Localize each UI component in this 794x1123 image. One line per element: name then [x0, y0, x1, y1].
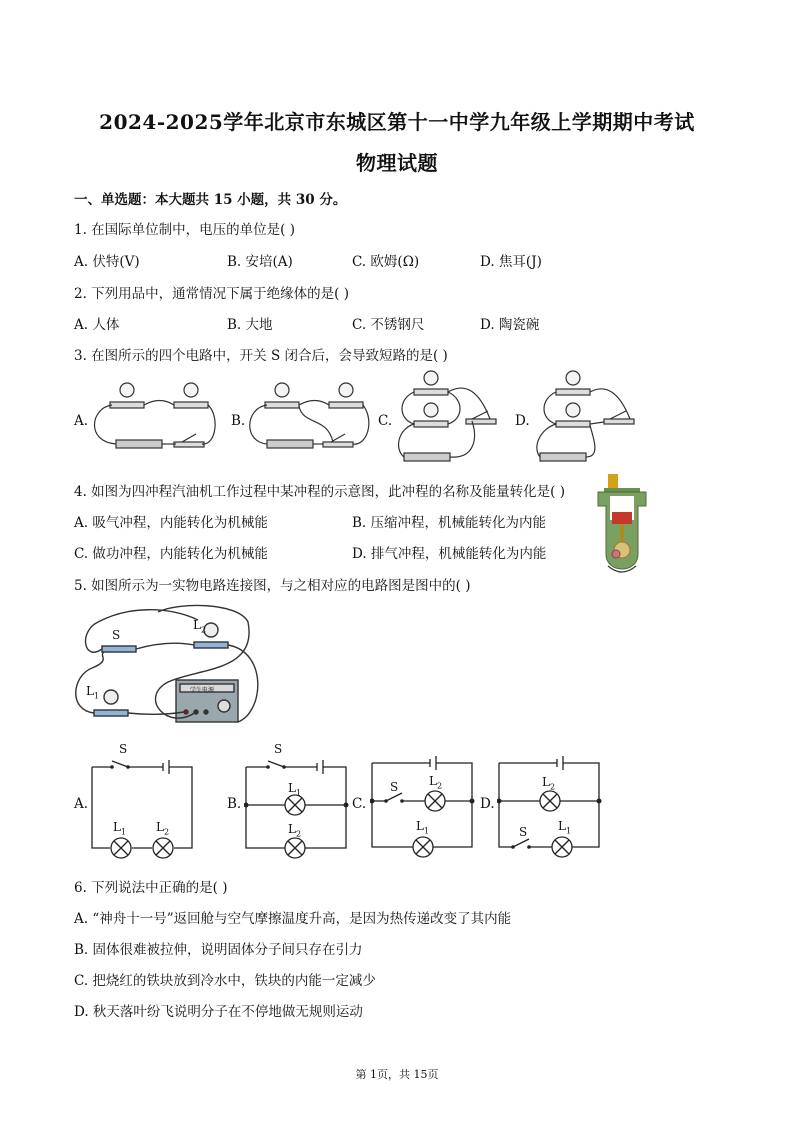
question-1-stem: 1. 在国际单位制中，电压的单位是( ) [74, 222, 295, 238]
question-1-option-d: D. 焦耳(J) [480, 254, 542, 270]
q5a-lamp2-label [156, 820, 169, 836]
q5b-lamp1-letter: L [288, 781, 296, 795]
physical-lamp1-letter: L [86, 684, 94, 698]
physical-circuit-figure [68, 602, 268, 738]
question-3-option-a: A. [74, 413, 89, 429]
q5d-lamp1-subscript: 1 [565, 826, 572, 836]
q5d-lamp2-subscript: 2 [549, 782, 556, 792]
question-5-option-b: B. [227, 796, 242, 812]
q5b-lamp1-label [288, 781, 301, 797]
physical-switch-label: S [112, 628, 121, 642]
q5a-lamp1-label [113, 820, 126, 836]
physical-lamp2-letter: L [193, 618, 201, 632]
question-1-option-a: A. 伏特(V) [74, 254, 140, 270]
question-2-option-d: D. 陶瓷碗 [480, 317, 540, 333]
physical-lamp2-label [193, 618, 206, 634]
question-4-option-d: D. 排气冲程，机械能转化为内能 [352, 546, 547, 562]
q5c-lamp2-label [429, 774, 442, 790]
question-5-option-d: D. [480, 796, 495, 812]
q5a-switch-label: S [119, 742, 128, 756]
question-4-option-b: B. 压缩冲程，机械能转化为内能 [352, 515, 547, 531]
question-5-option-c: C. [352, 796, 367, 812]
question-2-option-a: A. 人体 [74, 317, 120, 333]
q5c-lamp1-label [416, 819, 429, 835]
q5-circuit-c-diagram [370, 755, 476, 859]
q5-circuit-a-diagram [90, 747, 196, 859]
q5d-lamp1-letter: L [558, 819, 566, 833]
power-supply-label: 学生电源 [190, 687, 215, 694]
question-1-option-c: C. 欧姆(Ω) [352, 254, 420, 270]
q5c-lamp2-subscript: 2 [436, 781, 443, 791]
question-6-option-c: C. 把烧红的铁块放到冷水中，铁块的内能一定减少 [74, 973, 376, 989]
question-3-option-b: B. [231, 413, 246, 429]
question-4-option-c: C. 做功冲程，内能转化为机械能 [74, 546, 268, 562]
q3-circuit-b-figure [243, 376, 371, 471]
q5b-lamp2-subscript: 2 [295, 829, 302, 839]
q5d-lamp1-label [558, 819, 571, 835]
q5a-lamp2-subscript: 2 [163, 827, 170, 837]
question-5-option-a: A. [74, 796, 89, 812]
page-footer: 第 1页，共 15页 [355, 1068, 439, 1081]
engine-stroke-figure [592, 474, 652, 582]
q3-circuit-a-figure [88, 376, 216, 471]
physical-lamp2-subscript: 2 [200, 625, 207, 635]
q5b-switch-label: S [274, 742, 283, 756]
question-6-option-b: B. 固体很难被拉伸，说明固体分子间只存在引力 [74, 942, 363, 958]
q5a-lamp2-letter: L [156, 820, 164, 834]
q3-circuit-d-figure [532, 369, 644, 471]
question-2-stem: 2. 下列用品中，通常情况下属于绝缘体的是( ) [74, 286, 349, 302]
q5c-switch-label: S [390, 780, 399, 794]
page-title-line1: 2024-2025学年北京市东城区第十一中学九年级上学期期中考试 [99, 110, 695, 134]
q5-circuit-d-diagram [497, 755, 603, 859]
question-2-option-c: C. 不锈钢尺 [352, 317, 425, 333]
question-3-option-d: D. [515, 413, 530, 429]
q5c-lamp1-letter: L [416, 819, 424, 833]
question-2-option-b: B. 大地 [227, 317, 273, 333]
question-4-option-a: A. 吸气冲程，内能转化为机械能 [74, 515, 268, 531]
q5c-lamp2-letter: L [429, 774, 437, 788]
q5b-lamp2-letter: L [288, 822, 296, 836]
q5d-lamp2-letter: L [542, 775, 550, 789]
question-6-stem: 6. 下列说法中正确的是( ) [74, 880, 228, 896]
q5d-switch-label: S [519, 825, 528, 839]
question-3-option-c: C. [378, 413, 393, 429]
question-5-stem: 5. 如图所示为一实物电路连接图，与之相对应的电路图是图中的( ) [74, 578, 471, 594]
q5b-lamp1-subscript: 1 [295, 788, 302, 798]
physical-lamp1-label [86, 684, 99, 700]
question-3-stem: 3. 在图所示的四个电路中，开关 S 闭合后，会导致短路的是( ) [74, 348, 448, 364]
question-4-stem: 4. 如图为四冲程汽油机工作过程中某冲程的示意图，此冲程的名称及能量转化是( ) [74, 484, 565, 500]
page-title-line2: 物理试题 [356, 151, 438, 175]
question-1-option-b: B. 安培(A) [227, 254, 293, 270]
q5a-lamp1-subscript: 1 [120, 827, 127, 837]
q5a-lamp1-letter: L [113, 820, 121, 834]
physical-lamp1-subscript: 1 [93, 691, 100, 701]
question-6-option-d: D. 秋天落叶纷飞说明分子在不停地做无规则运动 [74, 1004, 363, 1020]
q5d-lamp2-label [542, 775, 555, 791]
q5-circuit-b-diagram [244, 747, 350, 859]
section-heading: 一、单选题：本大题共 15 小题，共 30 分。 [74, 192, 347, 208]
q5b-lamp2-label [288, 822, 301, 838]
q5c-lamp1-subscript: 1 [423, 826, 430, 836]
question-6-option-a: A. “神舟十一号”返回舱与空气摩擦温度升高，是因为热传递改变了其内能 [74, 911, 512, 927]
q3-circuit-c-figure [394, 369, 506, 471]
